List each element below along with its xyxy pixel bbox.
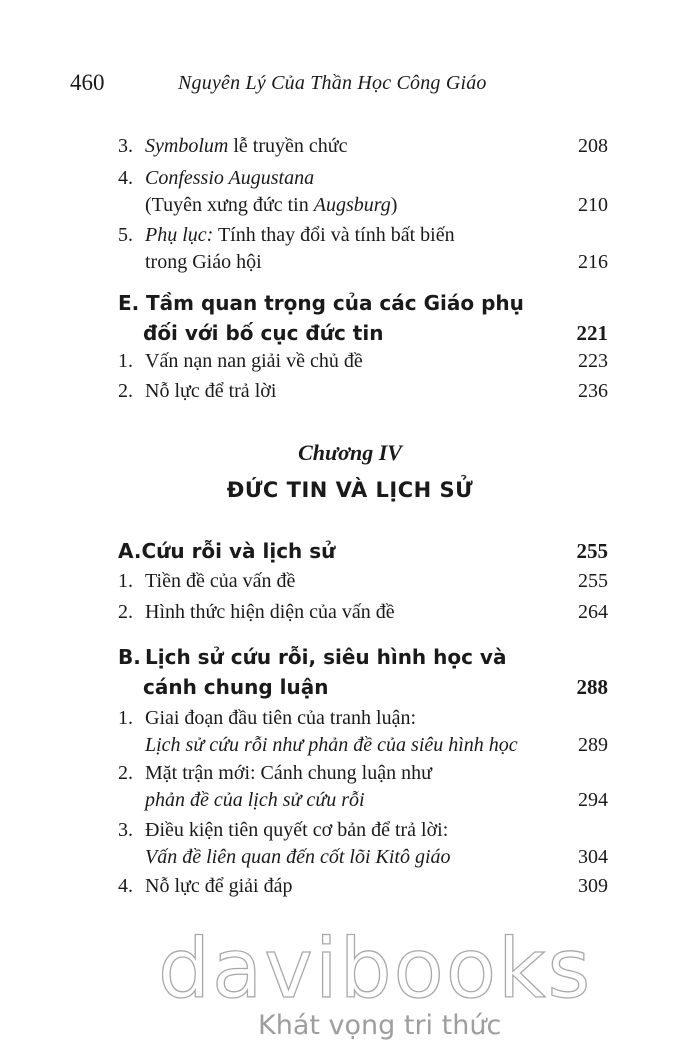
entry-page: 264 xyxy=(578,601,608,623)
entry-text: Mặt trận mới: Cánh chung luận như xyxy=(145,762,432,784)
entry-text: Confessio Augustana xyxy=(145,167,315,189)
entry-text-line2: Lịch sử cứu rỗi như phản đề của siêu hình học xyxy=(145,734,518,756)
chapter-label: Chương IV xyxy=(298,440,402,465)
entry-number: 1. xyxy=(118,570,133,592)
entry-text: Symbolum lễ truyền chức xyxy=(145,135,348,157)
entry-page: 304 xyxy=(578,846,608,868)
entry-text-line2: phản đề của lịch sử cứu rỗi xyxy=(145,789,365,811)
entry-number: 2. xyxy=(118,762,133,784)
entry-text-line2: (Tuyên xưng đức tin Augsburg) xyxy=(145,194,398,216)
entry-text: Nỗ lực để giải đáp xyxy=(145,875,293,897)
entry-number: 5. xyxy=(118,224,133,246)
entry-text-line2: trong Giáo hội xyxy=(145,251,262,273)
entry-number: 1. xyxy=(118,707,133,729)
entry-text: Giai đoạn đầu tiên của tranh luận: xyxy=(145,707,417,729)
entry-number: 1. xyxy=(118,350,133,372)
entry-page: 294 xyxy=(578,789,608,811)
entry-page: 223 xyxy=(578,350,608,372)
watermark-slogan: Khát vọng tri thức xyxy=(258,1010,502,1041)
entry-text: Tiền đề của vấn đề xyxy=(145,570,296,592)
chapter-title: ĐỨC TIN VÀ LỊCH SỬ xyxy=(226,478,474,502)
entry-text: Nỗ lực để trả lời xyxy=(145,380,277,402)
entry-text: Phụ lục: Tính thay đổi và tính bất biến xyxy=(145,224,455,246)
page-header xyxy=(0,70,700,106)
entry-page: 289 xyxy=(578,734,608,756)
entry-text: Vấn nạn nan giải về chủ đề xyxy=(145,350,363,372)
entry-page: 216 xyxy=(578,251,608,273)
entry-text-line2: Vấn đề liên quan đến cốt lõi Kitô giáo xyxy=(145,846,451,868)
entry-page: 255 xyxy=(578,570,608,592)
entry-page: 236 xyxy=(578,380,608,402)
entry-page: 210 xyxy=(578,194,608,216)
entry-text: Hình thức hiện diện của vấn đề xyxy=(145,601,395,623)
running-title: Nguyên Lý Của Thần Học Công Giáo xyxy=(178,72,487,94)
section-page: 288 xyxy=(576,675,608,699)
page-number: 460 xyxy=(70,70,105,95)
entry-page: 309 xyxy=(578,875,608,897)
entry-number: 4. xyxy=(118,167,133,189)
section-page: 221 xyxy=(576,321,608,345)
entry-number: 2. xyxy=(118,380,133,402)
entry-page: 208 xyxy=(578,135,608,157)
entry-number: 4. xyxy=(118,875,133,897)
entry-text: Điều kiện tiên quyết cơ bản để trả lời: xyxy=(145,819,449,841)
watermark-logo: davibooks xyxy=(158,922,593,1017)
watermark xyxy=(0,922,700,1055)
book-page: 460 Nguyên Lý Của Thần Học Công Giáo 3. Symbolum lễ truyền chức 208 4. Confessio Augustana (Tuyên xưng đức tin Augsburg) 210 5. Phụ lục: Tính thay đổi và tính bất biến trong Giáo hội 216 E. Tầm quan trọng của các Giáo phụ đối với bố cục đức tin 221 1. Vấn nạn nan giải về chủ đề 223 2. Nỗ lực để trả lời 236 Chương IV ĐỨC TIN VÀ LỊCH SỬ A.Cứu rỗi và lịch sử 255 1. Tiền đề của vấn đề 255 2. Hình thức hiện diện của vấn đề 264 B. Lịch sử cứu rỗi, siêu hình học và cánh chung luận 288 1. Giai đoạn đầu tiên của tranh luận: Lịch sử cứu rỗi như phản đề của siêu hình học 289 2. Mặt trận mới: Cánh chung luận như phản đề của lịch sử cứu rỗi 294 3. Điều kiện tiên quyết cơ bản để trả lời: Vấn đề liên quan đến cốt lõi Kitô giáo 304 4. Nỗ lực để giải đáp 309 davibooks Khát vọng tri thức xyxy=(0,0,700,1058)
entry-number: 2. xyxy=(118,601,133,623)
section-page: 255 xyxy=(576,539,608,563)
entry-number: 3. xyxy=(118,135,133,157)
entry-number: 3. xyxy=(118,819,133,841)
